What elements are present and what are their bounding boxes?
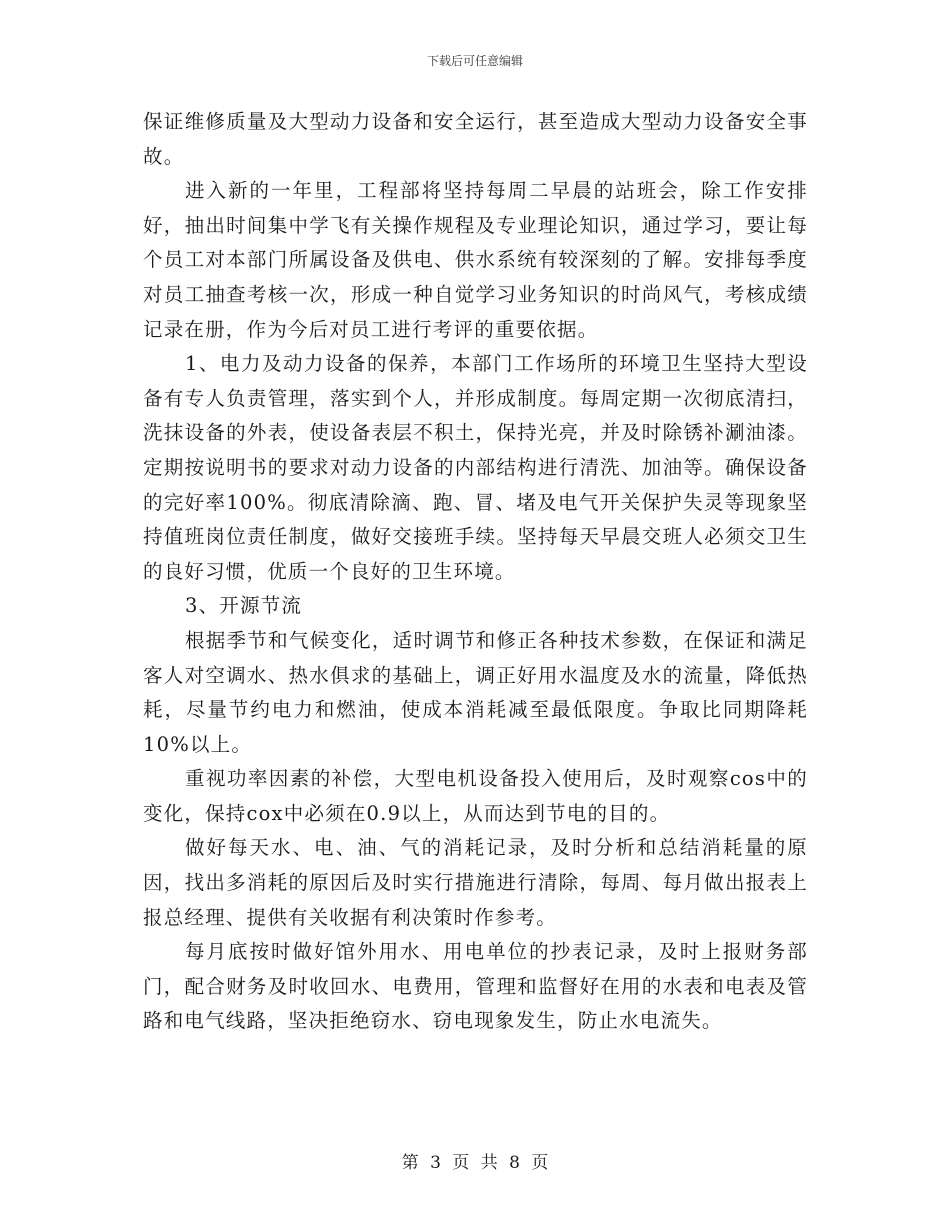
page-header: 下载后可任意编辑	[426, 54, 523, 68]
paragraph-5: 根据季节和气候变化，适时调节和修正各种技术参数，在保证和满足客人对空调水、热水俱求的基础上，调正好用水温度及水的流量，降低热耗，尽量节约电力和燃油，使成本消耗减至最低限度。争取比同期降耗10%以上。	[143, 628, 808, 756]
paragraph-3: 1、电力及动力设备的保养，本部门工作场所的环境卫生坚持大型设备有专人负责管理，落实到个人，并形成制度。每周定期一次彻底清扫，洗抹设备的外表，使设备表层不积土，保持光亮，并及时除锈补涮油漆。定期按说明书的要求对动力设备的内部结构进行清洗、加油等。确保设备的完好率100%。彻底清除滴、跑、冒、堵及电气开关保护失灵等现象坚持值班岗位责任制度，做好交接班手续。坚持每天早晨交班人必须交卫生的良好习惯，优质一个良好的卫生环境。	[143, 352, 808, 583]
document-body	[143, 105, 808, 1039]
section-heading-3: 3、开源节流	[185, 594, 303, 618]
paragraph-6: 重视功率因素的补偿，大型电机设备投入使用后，及时观察cos中的变化，保持cox中必须在0.9以上，从而达到节电的目的。	[143, 767, 808, 825]
paragraph-1: 保证维修质量及大型动力设备和安全运行，甚至造成大型动力设备安全事故。	[143, 110, 808, 168]
paragraph-7: 做好每天水、电、油、气的消耗记录，及时分析和总结消耗量的原因，找出多消耗的原因后及时实行措施进行清除，每周、每月做出报表上报总经理、提供有关收据有利决策时作参考。	[143, 836, 808, 929]
page-number: 第 3 页 共 8 页	[401, 1153, 549, 1173]
paragraph-2: 进入新的一年里，工程部将坚持每周二早晨的站班会，除工作安排好，抽出时间集中学飞有关操作规程及专业理论知识，通过学习，要让每个员工对本部门所属设备及供电、供水系统有较深刻的了解。安排每季度对员工抽查考核一次，形成一种自觉学习业务知识的时尚风气，考核成绩记录在册，作为今后对员工进行考评的重要依据。	[143, 179, 808, 341]
paragraph-8: 每月底按时做好馆外用水、用电单位的抄表记录，及时上报财务部门，配合财务及时收回水、电费用，管理和监督好在用的水表和电表及管路和电气线路，坚决拒绝窃水、窃电现象发生，防止水电流失。	[143, 940, 808, 1033]
